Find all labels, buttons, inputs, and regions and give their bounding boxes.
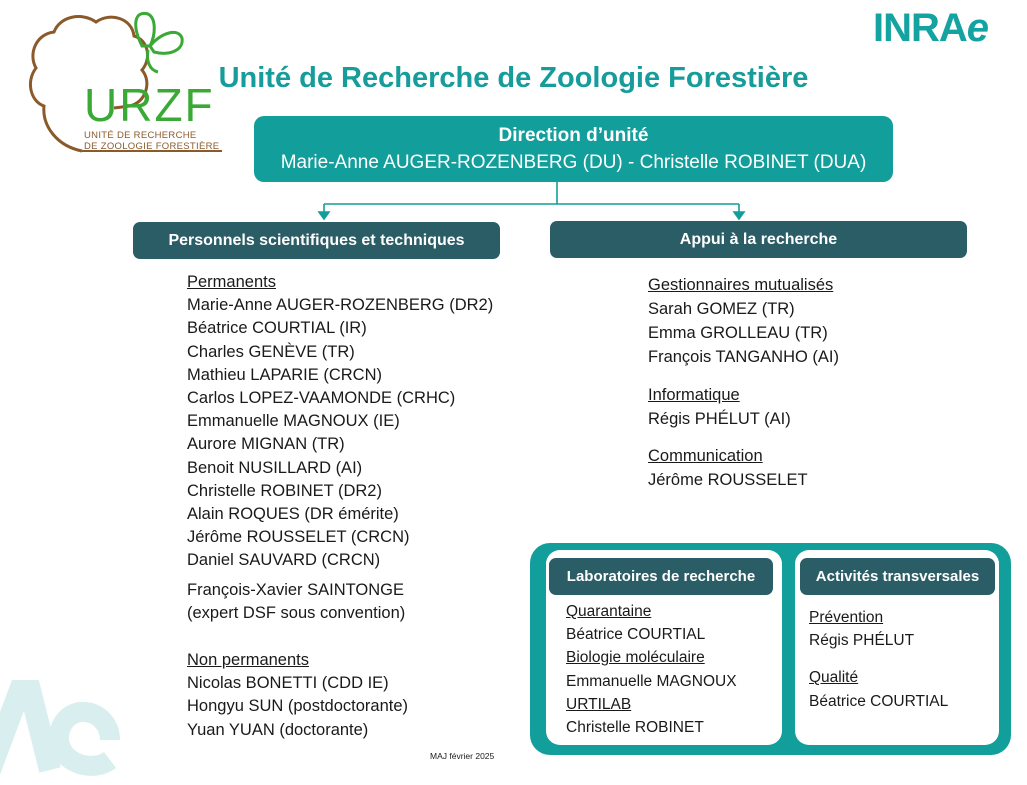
expert-note: (expert DSF sous convention) — [187, 603, 406, 622]
expert-name: François-Xavier SAINTONGE — [187, 580, 404, 599]
list-item: Daniel SAUVARD (CRCN) — [187, 551, 381, 570]
list-item: Emmanuelle MAGNOUX (IE) — [187, 412, 400, 431]
list-item: Sarah GOMEZ (TR) — [648, 300, 795, 318]
activity-person: Régis PHÉLUT — [809, 632, 915, 650]
arrow-left-icon — [319, 212, 329, 219]
activities-list — [809, 606, 994, 713]
list-item: Nicolas BONETTI (CDD IE) — [187, 674, 389, 693]
direction-names: Marie-Anne AUGER-ROZENBERG (DU) - Christelle ROBINET (DUA) — [280, 152, 867, 173]
lab-label: Biologie moléculaire — [566, 649, 705, 667]
arrow-right-icon — [734, 212, 744, 219]
list-item: Yuan YUAN (doctorante) — [187, 720, 369, 739]
labs-header: Laboratoires de recherche — [549, 558, 773, 595]
informatique-label: Informatique — [648, 386, 740, 404]
activity-label: Qualité — [809, 669, 859, 687]
research-support-list — [648, 273, 978, 492]
page-title: Unité de Recherche de Zoologie Forestière — [218, 62, 809, 94]
activity-label: Prévention — [809, 609, 884, 626]
lab-person: Béatrice COURTIAL — [566, 626, 706, 644]
logo-acronym: URZF — [84, 79, 215, 131]
list-item: Hongyu SUN (postdoctorante) — [187, 697, 409, 716]
list-item: Marie-Anne AUGER-ROZENBERG (DR2) — [187, 296, 494, 315]
list-item: Charles GENÈVE (TR) — [187, 342, 355, 361]
inrae-wordmark: INRA — [873, 6, 967, 50]
list-item: Aurore MIGNAN (TR) — [187, 435, 345, 454]
logo-subtitle-line1: UNITÉ DE RECHERCHE — [84, 130, 197, 141]
list-item: Mathieu LAPARIE (CRCN) — [187, 365, 382, 384]
lab-label: Quarantaine — [566, 603, 652, 620]
lab-label: URTILAB — [566, 695, 632, 713]
list-item: Carlos LOPEZ-VAAMONDE (CRHC) — [187, 389, 456, 408]
logo-subtitle-line2: DE ZOOLOGIE FORESTIÈRE — [84, 141, 220, 152]
gestionnaires-label: Gestionnaires mutualisés — [648, 276, 834, 294]
activities-header: Activités transversales — [800, 558, 995, 595]
lab-person: Emmanuelle MAGNOUX — [566, 672, 737, 690]
lab-person: Christelle ROBINET — [566, 719, 704, 737]
scientific-staff-header: Personnels scientifiques et techniques — [133, 222, 500, 259]
research-support-header: Appui à la recherche — [550, 221, 967, 258]
list-item: Béatrice COURTIAL (IR) — [187, 319, 367, 338]
list-item: Jérôme ROUSSELET — [648, 471, 808, 489]
activity-person: Béatrice COURTIAL — [809, 692, 949, 710]
scientific-staff-list — [187, 271, 517, 742]
non-permanents-label: Non permanents — [187, 651, 309, 670]
list-item: Christelle ROBINET (DR2) — [187, 481, 382, 500]
update-date: MAJ février 2025 — [430, 751, 495, 761]
direction-heading: Direction d’unité — [498, 125, 649, 146]
list-item: Benoit NUSILLARD (AI) — [187, 458, 363, 477]
permanents-label: Permanents — [187, 273, 276, 291]
list-item: Emma GROLLEAU (TR) — [648, 324, 828, 342]
inrae-e-mark: e — [966, 6, 989, 50]
list-item: Jérôme ROUSSELET (CRCN) — [187, 528, 410, 547]
communication-label: Communication — [648, 447, 763, 465]
list-item: François TANGANHO (AI) — [648, 348, 839, 366]
labs-list — [566, 600, 776, 739]
list-item: Régis PHÉLUT (AI) — [648, 410, 791, 428]
list-item: Alain ROQUES (DR émérite) — [187, 505, 399, 524]
